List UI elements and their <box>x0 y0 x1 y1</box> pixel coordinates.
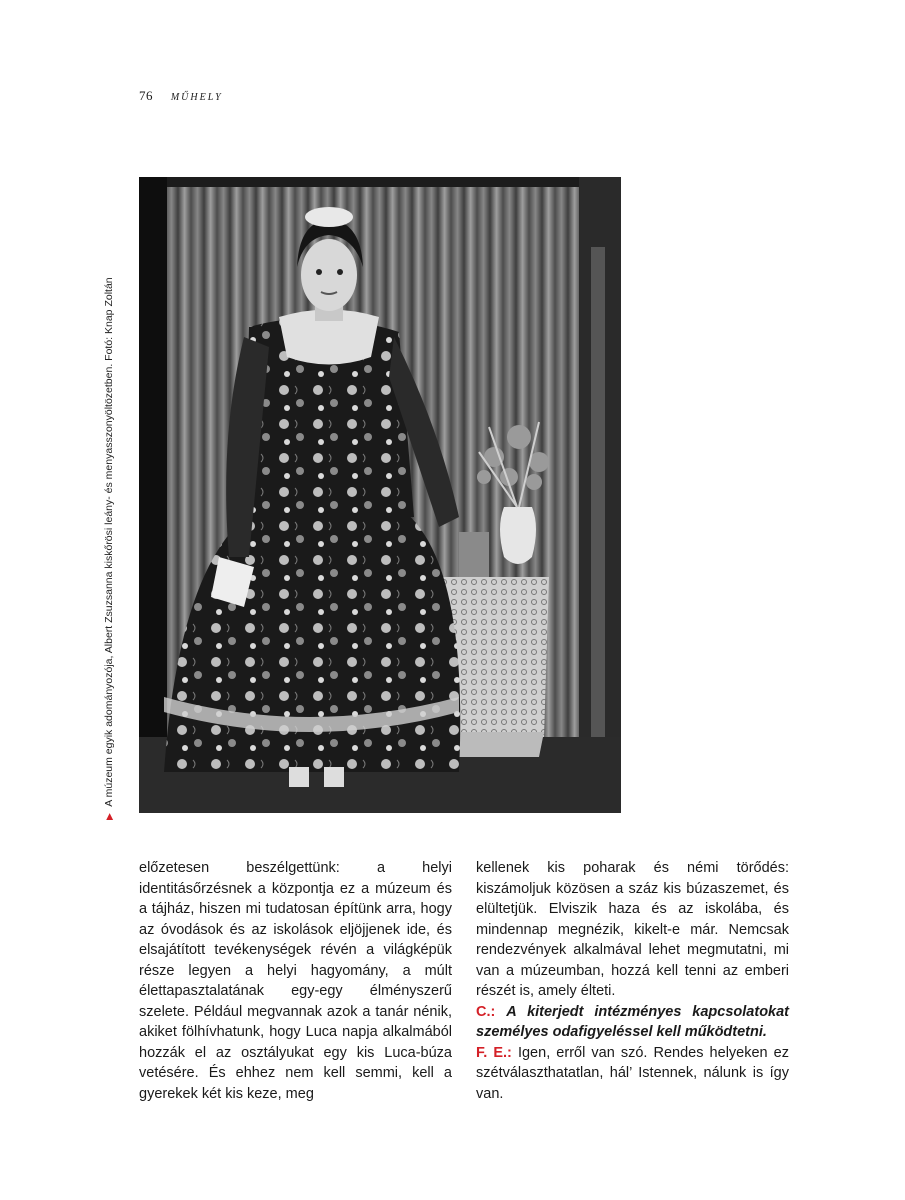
caption-marker-icon: ▶ <box>104 813 114 820</box>
section-title: MŰHELY <box>170 92 223 103</box>
page-number: 76 <box>139 88 153 103</box>
text-column-right <box>476 858 789 1104</box>
answer-text: Igen, erről van szó. Rendes helyeken ez szétválaszthatatlan, hál’ Istennek, nálunk is így van. <box>476 1044 789 1102</box>
portrait-photo <box>139 177 621 813</box>
answer-speaker: F. E.: <box>476 1044 512 1061</box>
text-column-left <box>139 858 452 1104</box>
caption-text: A múzeum egyik adományozója, Albert Zsuzsanna kiskőrösi leány- és menyasszonyöltözetben. Fotó: Knap Zoltán <box>103 277 115 807</box>
question-text: A kiterjedt intézményes kapcsolatokat személyes odafigyeléssel kell működtetni. <box>476 1003 790 1040</box>
photo-caption <box>103 277 115 820</box>
body-paragraph: előzetesen beszélgettünk: a helyi identitásőrzésnek a központja ez a múzeum és a tájház, hiszen mi tudatosan építünk arra, hogy az óvodások és az iskolások eljöjjenek ide, és elsajátított tevékenységek révén a világképük része legyen a helyi hagyomány, a múlt élettapasztalatának egy-egy élményszerű szelete. Például megvannak azok a tanár nénik, akiket fölhívhatunk, hogy Luca napja alkalmából hozzák el az osztályukat egy kis Luca-búza vetésére. És ehhez nem kell semmi, kell a gyerekek két kis keze, meg <box>139 860 452 1102</box>
interview-question <box>476 1002 789 1043</box>
question-speaker: C.: <box>476 1003 496 1020</box>
running-header <box>139 88 223 104</box>
interview-answer <box>476 1043 789 1105</box>
body-paragraph: kellenek kis poharak és némi törődés: kiszámoljuk közösen a száz kis búzaszemet, és elültetjük. Elviszik haza és az iskolába, és mindennap megnézik, kikelt-e már. Nemcsak rendezvények alkalmával lehet megmutatni, mi van a múzeumban, hozzá kell tenni az emberi részét is, amely élteti. <box>476 860 789 999</box>
